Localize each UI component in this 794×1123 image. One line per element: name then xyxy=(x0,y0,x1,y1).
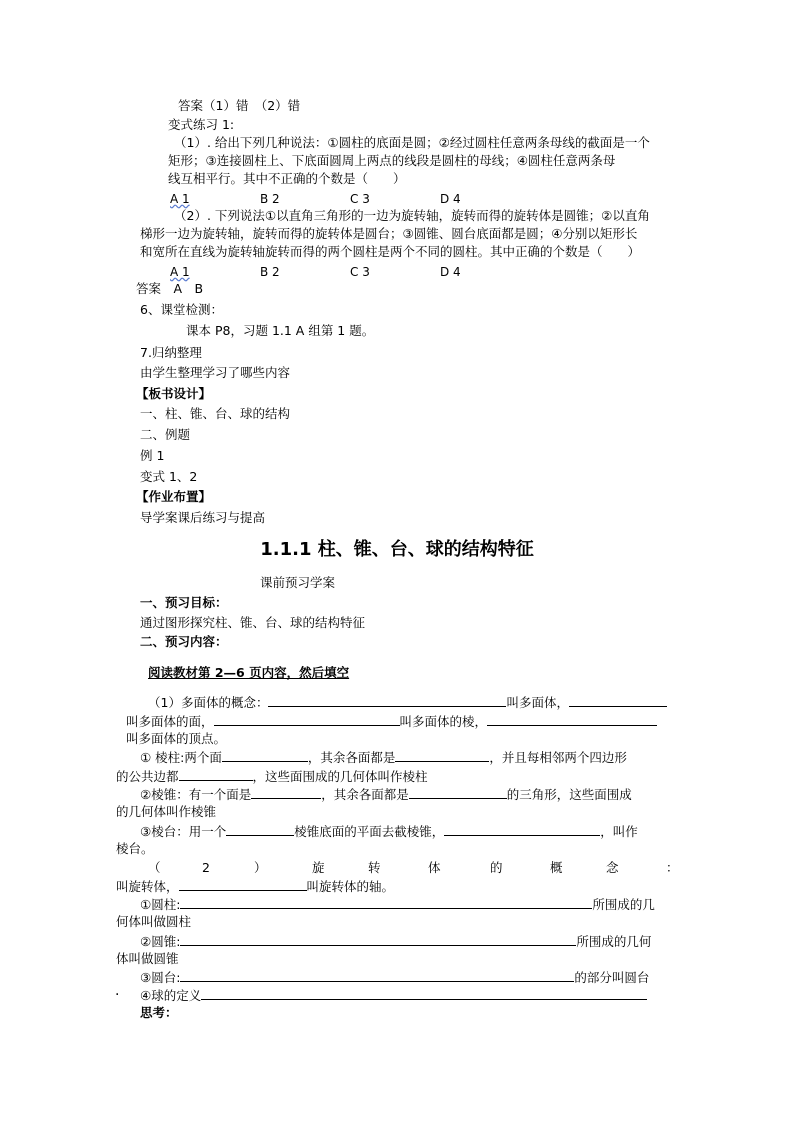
answer-2: 答案 A B xyxy=(136,281,204,296)
q1-line-3: 线互相平行。其中不正确的个数是（ ） xyxy=(168,171,406,186)
blank-frustum-2[interactable] xyxy=(444,822,600,836)
rotation-char-6: 的 xyxy=(490,860,503,875)
q1-option-a: A 1 xyxy=(170,192,190,206)
goal-content: 通过图形探究柱、锥、台、球的结构特征 xyxy=(140,615,366,630)
pyramid-text-b: ，其余各面都是 xyxy=(321,787,409,802)
polyhedron-label: （1）多面体的概念： xyxy=(148,695,269,710)
polyhedron-text-b: 叫多面体， xyxy=(506,695,569,710)
prism-text-c: ，并且每相邻两个四边形 xyxy=(489,750,627,765)
pyramid-line-1 xyxy=(140,785,632,804)
rotation-char-4: 转 xyxy=(368,860,381,875)
variant-title: 变式练习 1: xyxy=(168,117,235,132)
pyramid-text-a: ②棱锥：有一个面是 xyxy=(140,787,252,802)
main-title: 1.1.1 柱、锥、台、球的结构特征 xyxy=(260,539,534,560)
q1-line-2: 矩形；③连接圆柱上、下底面圆周上两点的线段是圆柱的母线；④圆柱任意两条母 xyxy=(168,153,616,168)
prism-text-a: ① 棱柱:两个面 xyxy=(140,750,222,765)
subtitle: 课前预习学案 xyxy=(260,575,336,590)
q1-line-1: （1）. 给出下列几种说法：①圆柱的底面是圆；②经过圆柱任意两条母线的截面是一个 xyxy=(174,135,650,150)
prism-line-2 xyxy=(116,767,428,786)
cone-text-c: 体叫做圆锥 xyxy=(116,951,179,966)
homework-heading: 【作业布置】 xyxy=(136,489,212,504)
polyhedron-text-d: 叫多面体的棱， xyxy=(399,714,488,729)
rotation-line-2 xyxy=(116,877,394,896)
q2-option-c: C 3 xyxy=(350,265,370,279)
blank-cylinder[interactable] xyxy=(180,895,592,909)
content-heading: 二、预习内容： xyxy=(140,634,228,649)
answer-1: 答案（1）错 （2）错 xyxy=(178,98,301,113)
sphere-line xyxy=(140,986,647,1005)
board-item-1: 一、柱、锥、台、球的结构 xyxy=(140,406,291,421)
cylinder-text-b: 所围成的几 xyxy=(592,897,655,912)
cone-text-b: 所围成的几何 xyxy=(576,934,652,949)
frustum-text-d: 棱台。 xyxy=(116,841,154,856)
q2-option-a: A 1 xyxy=(170,265,190,279)
cone-line-1 xyxy=(140,932,651,951)
blank-rotation-axis[interactable] xyxy=(179,877,307,891)
blank-pyramid-2[interactable] xyxy=(409,785,507,799)
blank-sphere[interactable] xyxy=(201,986,647,1000)
q2-option-b: B 2 xyxy=(260,265,280,279)
cone-text-a: ②圆锥: xyxy=(140,934,181,949)
blank-prism-1[interactable] xyxy=(222,748,308,762)
q2-line-2: 梯形一边为旋转轴，旋转而得的旋转体是圆台；③圆锥、圆台底面都是圆；④分别以矩形长 xyxy=(140,226,638,241)
board-item-2: 二、例题 xyxy=(140,427,191,442)
rotation-char-0: （ xyxy=(148,860,161,875)
blank-prism-3[interactable] xyxy=(179,767,253,781)
cylinder-line-1 xyxy=(140,895,655,914)
section-7-content: 由学生整理学习了哪些内容 xyxy=(140,365,291,380)
polyhedron-line-1 xyxy=(148,693,667,712)
polyhedron-text-e: 叫多面体的顶点。 xyxy=(126,731,227,746)
rotation-char-8: 念 xyxy=(606,860,619,875)
blank-cone[interactable] xyxy=(180,932,576,946)
board-item-3: 例 1 xyxy=(140,448,165,463)
q2-line-1: （2）. 下列说法①以直角三角形的一边为旋转轴，旋转而得的旋转体是圆锥；②以直角 xyxy=(174,208,650,223)
rotation-text-b: 叫旋转体的轴。 xyxy=(306,879,395,894)
sphere-text-a: ④球的定义 xyxy=(140,988,202,1003)
homework-content: 导学案课后练习与提高 xyxy=(140,510,266,525)
q1-option-b: B 2 xyxy=(260,192,280,206)
truncated-cone-line xyxy=(140,968,649,987)
truncated-cone-text-a: ③圆台: xyxy=(140,970,181,985)
q2-option-d: D 4 xyxy=(440,265,461,279)
board-item-4: 变式 1、2 xyxy=(140,469,198,484)
cylinder-text-c: 何体叫做圆柱 xyxy=(116,914,192,929)
prism-text-d: 的公共边都 xyxy=(116,769,179,784)
blank-polyhedron-def[interactable] xyxy=(268,693,506,707)
board-design-heading: 【板书设计】 xyxy=(136,386,212,401)
goal-heading: 一、预习目标： xyxy=(140,595,228,610)
blank-truncated-cone[interactable] xyxy=(180,968,574,982)
q1-option-d: D 4 xyxy=(440,192,461,206)
rotation-text-a: 叫旋转体， xyxy=(116,879,179,894)
cylinder-text-a: ①圆柱: xyxy=(140,897,181,912)
prism-line-1 xyxy=(140,748,627,767)
section-6-heading: 6、课堂检测： xyxy=(140,302,223,317)
rotation-char-7: 概 xyxy=(550,860,563,875)
polyhedron-text-c: 叫多面体的面， xyxy=(126,714,214,729)
frustum-text-c: ，叫作 xyxy=(600,824,638,839)
blank-pyramid-1[interactable] xyxy=(251,785,321,799)
frustum-text-b: 棱锥底面的平面去截棱锥， xyxy=(294,824,445,839)
think-heading: 思考： xyxy=(140,1005,178,1020)
rotation-char-2: ） xyxy=(254,860,267,875)
read-instruction: 阅读教材第 2—6 页内容，然后填空 xyxy=(148,665,350,680)
frustum-text-a: ③棱台：用一个 xyxy=(140,824,227,839)
polyhedron-line-2 xyxy=(126,712,657,731)
q1-option-c: C 3 xyxy=(350,192,370,206)
blank-frustum-1[interactable] xyxy=(226,822,294,836)
rotation-char-9: ： xyxy=(666,860,679,875)
truncated-cone-text-b: 的部分叫圆台 xyxy=(574,970,650,985)
prism-text-b: ，其余各面都是 xyxy=(307,750,396,765)
q2-line-3: 和宽所在直线为旋转轴旋转而得的两个圆柱是两个不同的圆柱。其中正确的个数是（ ） xyxy=(140,244,641,259)
blank-polyhedron-face[interactable] xyxy=(569,693,667,707)
rotation-char-3: 旋 xyxy=(312,860,325,875)
section-6-content: 课本 P8，习题 1.1 A 组第 1 题。 xyxy=(186,323,375,338)
blank-polyhedron-edge[interactable] xyxy=(214,712,400,726)
rotation-char-5: 体 xyxy=(428,860,441,875)
frustum-line-1 xyxy=(140,822,638,841)
section-7-heading: 7.归纳整理 xyxy=(140,345,202,360)
rotation-char-1: 2 xyxy=(202,860,210,875)
bullet-dot: . xyxy=(115,983,120,999)
prism-text-e: ，这些面围成的几何体叫作棱柱 xyxy=(252,769,428,784)
blank-prism-2[interactable] xyxy=(395,748,489,762)
pyramid-text-c: 的三角形，这些面围成 xyxy=(506,787,632,802)
blank-polyhedron-vertex[interactable] xyxy=(487,712,657,726)
pyramid-text-d: 的几何体叫作棱锥 xyxy=(116,804,217,819)
